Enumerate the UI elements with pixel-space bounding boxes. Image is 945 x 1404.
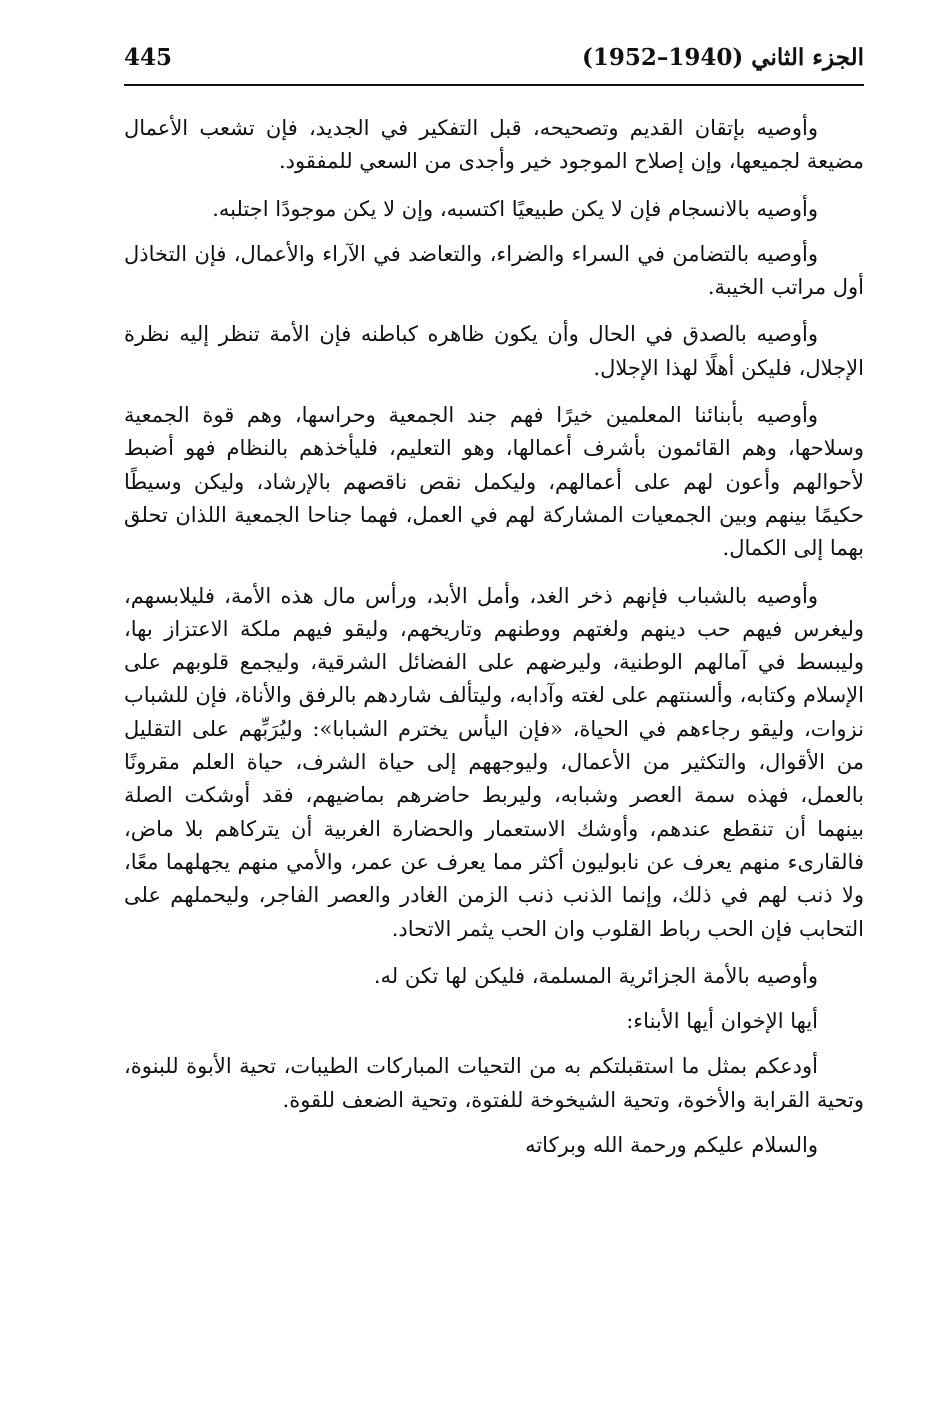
- paragraph: وأوصيه بالانسجام فإن لا يكن طبيعيًا اكتسبه، وإن لا يكن موجودًا اجتلبه.: [212, 196, 818, 221]
- header-rule: [124, 84, 864, 86]
- paragraph: أودعكم بمثل ما استقبلتكم به من التحيات المباركات الطيبات، تحية الأبوة للبنوة، وتحية القرابة والأخوة، وتحية الشيخوخة للفتوة، وتحية الضعف للقوة.: [124, 1054, 864, 1112]
- running-header: [124, 38, 864, 78]
- body-text: [124, 112, 864, 1176]
- header-title: الجزء الثاني (1940–1952): [582, 44, 864, 71]
- paragraph: وأوصيه بالأمة الجزائرية المسلمة، فليكن لها تكن له.: [373, 963, 818, 988]
- paragraph: وأوصيه بأبنائنا المعلمين خيرًا فهم جند الجمعية وحراسها، وهم قوة الجمعية وسلاحها، وهم القائمون بأشرف أعمالها، وهو التعليم، فليأخذهم بالنظام فهو أضبط لأحوالهم وأعون لهم على أعمالهم، وليكمل نقص ناقصهم بالإرشاد، وليكن وسيطًا حكيمًا بينهم وبين الجمعيات المشاركة لهم في العمل، فهما جناحا الجمعية اللذان تحلق بهما إلى الكمال.: [124, 403, 864, 561]
- paragraph: وأوصيه بالشباب فإنهم ذخر الغد، وأمل الأبد، ورأس مال هذه الأمة، فليلابسهم، وليغرس فيهم حب دينهم ولغتهم ووطنهم وتاريخهم، وليقو فيهم ملكة الاعتزاز بها، وليبسط في آمالهم الوطنية، وليرضهم على الفضائل الشرقية، وليجمع قلوبهم على الإسلام وكتابه، وألسنتهم على لغته وآدابه، وليتألف شاردهم بالرفق والأناة، فإن للشباب نزوات، وليقو رجاءهم في الحياة، «فإن اليأس يخترم الشبابا»: وليُرَبِّهم على التقليل من الأقوال، والتكثير من الأعمال، وليوجههم إلى حياة الشرف، حياة العلم مقرونًا بالعمل، فهذه سمة العصر وشبابه، وليربط حاضرهم بماضيهم، فقد أوشكت الصلة بينهما أن تنقطع عندهم، وأوشك الاستعمار والحضارة الغربية أن يتركاهم بلا ماض، فالقارىء منهم يعرف عن نابوليون أكثر مما يعرف عن عمر، والأمي منهم يجهلهما معًا، ولا ذنب لهم في ذلك، وإنما الذنب ذنب الزمن الغادر والعصر الفاجر، وليحملهم على التحابب فإن الحب رباط القلوب وان الحب يثمر الاتحاد.: [124, 583, 865, 941]
- closing-salutation: والسلام عليكم ورحمة الله وبركاته: [525, 1133, 818, 1158]
- paragraph: وأوصيه بالتضامن في السراء والضراء، والتعاضد في الآراء والأعمال، فإن التخاذل أول مراتب الخيبة.: [124, 241, 864, 300]
- paragraph: أيها الإخوان أيها الأبناء:: [626, 1009, 818, 1034]
- paragraph: وأوصيه بإتقان القديم وتصحيحه، قبل التفكير في الجديد، فإن تشعب الأعمال مضيعة لجميعها، وإن إصلاح الموجود خير وأجدى من السعي للمفقود.: [124, 116, 864, 174]
- page-number: 445: [124, 44, 173, 71]
- paragraph: وأوصيه بالصدق في الحال وأن يكون ظاهره كباطنه فإن الأمة تنظر إليه نظرة الإجلال، فليكن أهلًا لهذا الإجلال.: [124, 322, 864, 380]
